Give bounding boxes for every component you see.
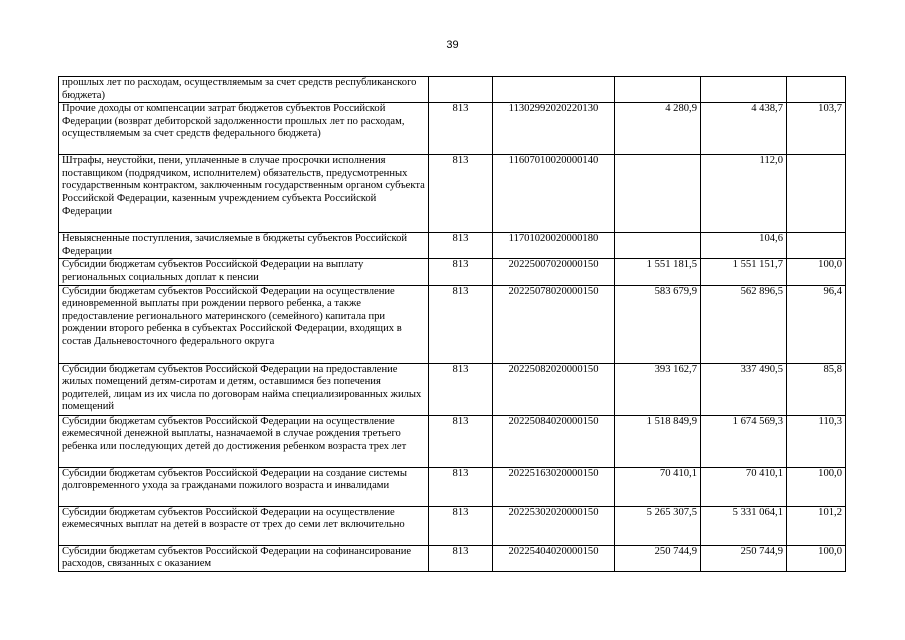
- row-admin-code: 813: [429, 467, 493, 506]
- row-fact: 250 744,9: [701, 545, 787, 571]
- row-fact: 337 490,5: [701, 363, 787, 415]
- row-name: Субсидии бюджетам субъектов Российской Федерации на создание системы долговременного ухода за гражданами пожилого возраста и инвалидами: [59, 467, 429, 506]
- table-row: [59, 467, 846, 506]
- row-name: Субсидии бюджетам субъектов Российской Федерации на осуществление ежемесячной денежной выплаты, назначаемой в случае рождения третьего ребенка или последующих детей до достижения ребенком возраста трех лет: [59, 415, 429, 467]
- table-row: [59, 233, 846, 259]
- row-fact: 4 438,7: [701, 103, 787, 155]
- row-kbk-code: 20225302020000150: [493, 506, 615, 545]
- row-kbk-code: 20225007020000150: [493, 259, 615, 285]
- row-plan: [615, 77, 701, 103]
- row-kbk-code: 11701020020000180: [493, 233, 615, 259]
- row-percent: 100,0: [787, 545, 846, 571]
- table-row: [59, 363, 846, 415]
- row-admin-code: 813: [429, 415, 493, 467]
- row-fact: 1 674 569,3: [701, 415, 787, 467]
- row-admin-code: [429, 77, 493, 103]
- row-admin-code: 813: [429, 155, 493, 233]
- table-row: [59, 103, 846, 155]
- row-percent: 100,0: [787, 467, 846, 506]
- table-row: [59, 506, 846, 545]
- row-plan: 393 162,7: [615, 363, 701, 415]
- row-kbk-code: 20225082020000150: [493, 363, 615, 415]
- row-name: Субсидии бюджетам субъектов Российской Федерации на выплату региональных социальных доплат к пенсии: [59, 259, 429, 285]
- table-row: [59, 285, 846, 363]
- row-plan: 70 410,1: [615, 467, 701, 506]
- row-admin-code: 813: [429, 545, 493, 571]
- row-fact: 112,0: [701, 155, 787, 233]
- row-percent: 85,8: [787, 363, 846, 415]
- table-row: [59, 259, 846, 285]
- row-plan: 5 265 307,5: [615, 506, 701, 545]
- row-fact: [701, 77, 787, 103]
- row-plan: 4 280,9: [615, 103, 701, 155]
- row-name: Прочие доходы от компенсации затрат бюджетов субъектов Российской Федерации (возврат дебиторской задолженности прошлых лет по расходам, осуществляемым за счет средств федерального бюджета): [59, 103, 429, 155]
- row-plan: 1 551 181,5: [615, 259, 701, 285]
- row-percent: 100,0: [787, 259, 846, 285]
- row-fact: 562 896,5: [701, 285, 787, 363]
- row-admin-code: 813: [429, 363, 493, 415]
- page-number: 39: [446, 39, 459, 51]
- row-percent: [787, 77, 846, 103]
- row-percent: 110,3: [787, 415, 846, 467]
- row-name: Невыясненные поступления, зачисляемые в бюджеты субъектов Российской Федерации: [59, 233, 429, 259]
- row-plan: [615, 233, 701, 259]
- row-name: Штрафы, неустойки, пени, уплаченные в случае просрочки исполнения поставщиком (подрядчиком, исполнителем) обязательств, предусмотренных государственным контрактом, заключенным государственным органом субъекта Российской Федерации, казенным учреждением субъекта Российской Федерации: [59, 155, 429, 233]
- row-percent: 101,2: [787, 506, 846, 545]
- row-fact: 1 551 151,7: [701, 259, 787, 285]
- row-name: прошлых лет по расходам, осуществляемым за счет средств республиканского бюджета): [59, 77, 429, 103]
- table-row: [59, 545, 846, 571]
- row-percent: 103,7: [787, 103, 846, 155]
- row-fact: 104,6: [701, 233, 787, 259]
- row-fact: 70 410,1: [701, 467, 787, 506]
- row-name: Субсидии бюджетам субъектов Российской Федерации на софинансирование расходов, связанных с оказанием: [59, 545, 429, 571]
- row-admin-code: 813: [429, 233, 493, 259]
- row-admin-code: 813: [429, 285, 493, 363]
- row-plan: 250 744,9: [615, 545, 701, 571]
- row-name: Субсидии бюджетам субъектов Российской Федерации на предоставление жилых помещений детям-сиротам и детям, оставшимся без попечения родителей, лицам из их числа по договорам найма специализированных жилых помещений: [59, 363, 429, 415]
- row-percent: [787, 155, 846, 233]
- row-percent: 96,4: [787, 285, 846, 363]
- row-name: Субсидии бюджетам субъектов Российской Федерации на осуществление единовременной выплаты при рождении первого ребенка, а также предоставление регионального материнского (семейного) капитала при рождении второго ребенка в субъектах Российской Федерации, входящих в состав Дальневосточного федерального округа: [59, 285, 429, 363]
- row-plan: 1 518 849,9: [615, 415, 701, 467]
- budget-revenue-table: [58, 76, 846, 572]
- row-name: Субсидии бюджетам субъектов Российской Федерации на осуществление ежемесячных выплат на детей в возрасте от трех до семи лет включительно: [59, 506, 429, 545]
- row-kbk-code: 20225084020000150: [493, 415, 615, 467]
- row-kbk-code: 11302992020220130: [493, 103, 615, 155]
- row-percent: [787, 233, 846, 259]
- row-kbk-code: 11607010020000140: [493, 155, 615, 233]
- row-kbk-code: 20225078020000150: [493, 285, 615, 363]
- row-admin-code: 813: [429, 506, 493, 545]
- row-kbk-code: 20225163020000150: [493, 467, 615, 506]
- table-row: [59, 77, 846, 103]
- table-row: [59, 155, 846, 233]
- row-kbk-code: [493, 77, 615, 103]
- row-admin-code: 813: [429, 103, 493, 155]
- table-row: [59, 415, 846, 467]
- row-kbk-code: 20225404020000150: [493, 545, 615, 571]
- row-admin-code: 813: [429, 259, 493, 285]
- row-plan: 583 679,9: [615, 285, 701, 363]
- row-plan: [615, 155, 701, 233]
- row-fact: 5 331 064,1: [701, 506, 787, 545]
